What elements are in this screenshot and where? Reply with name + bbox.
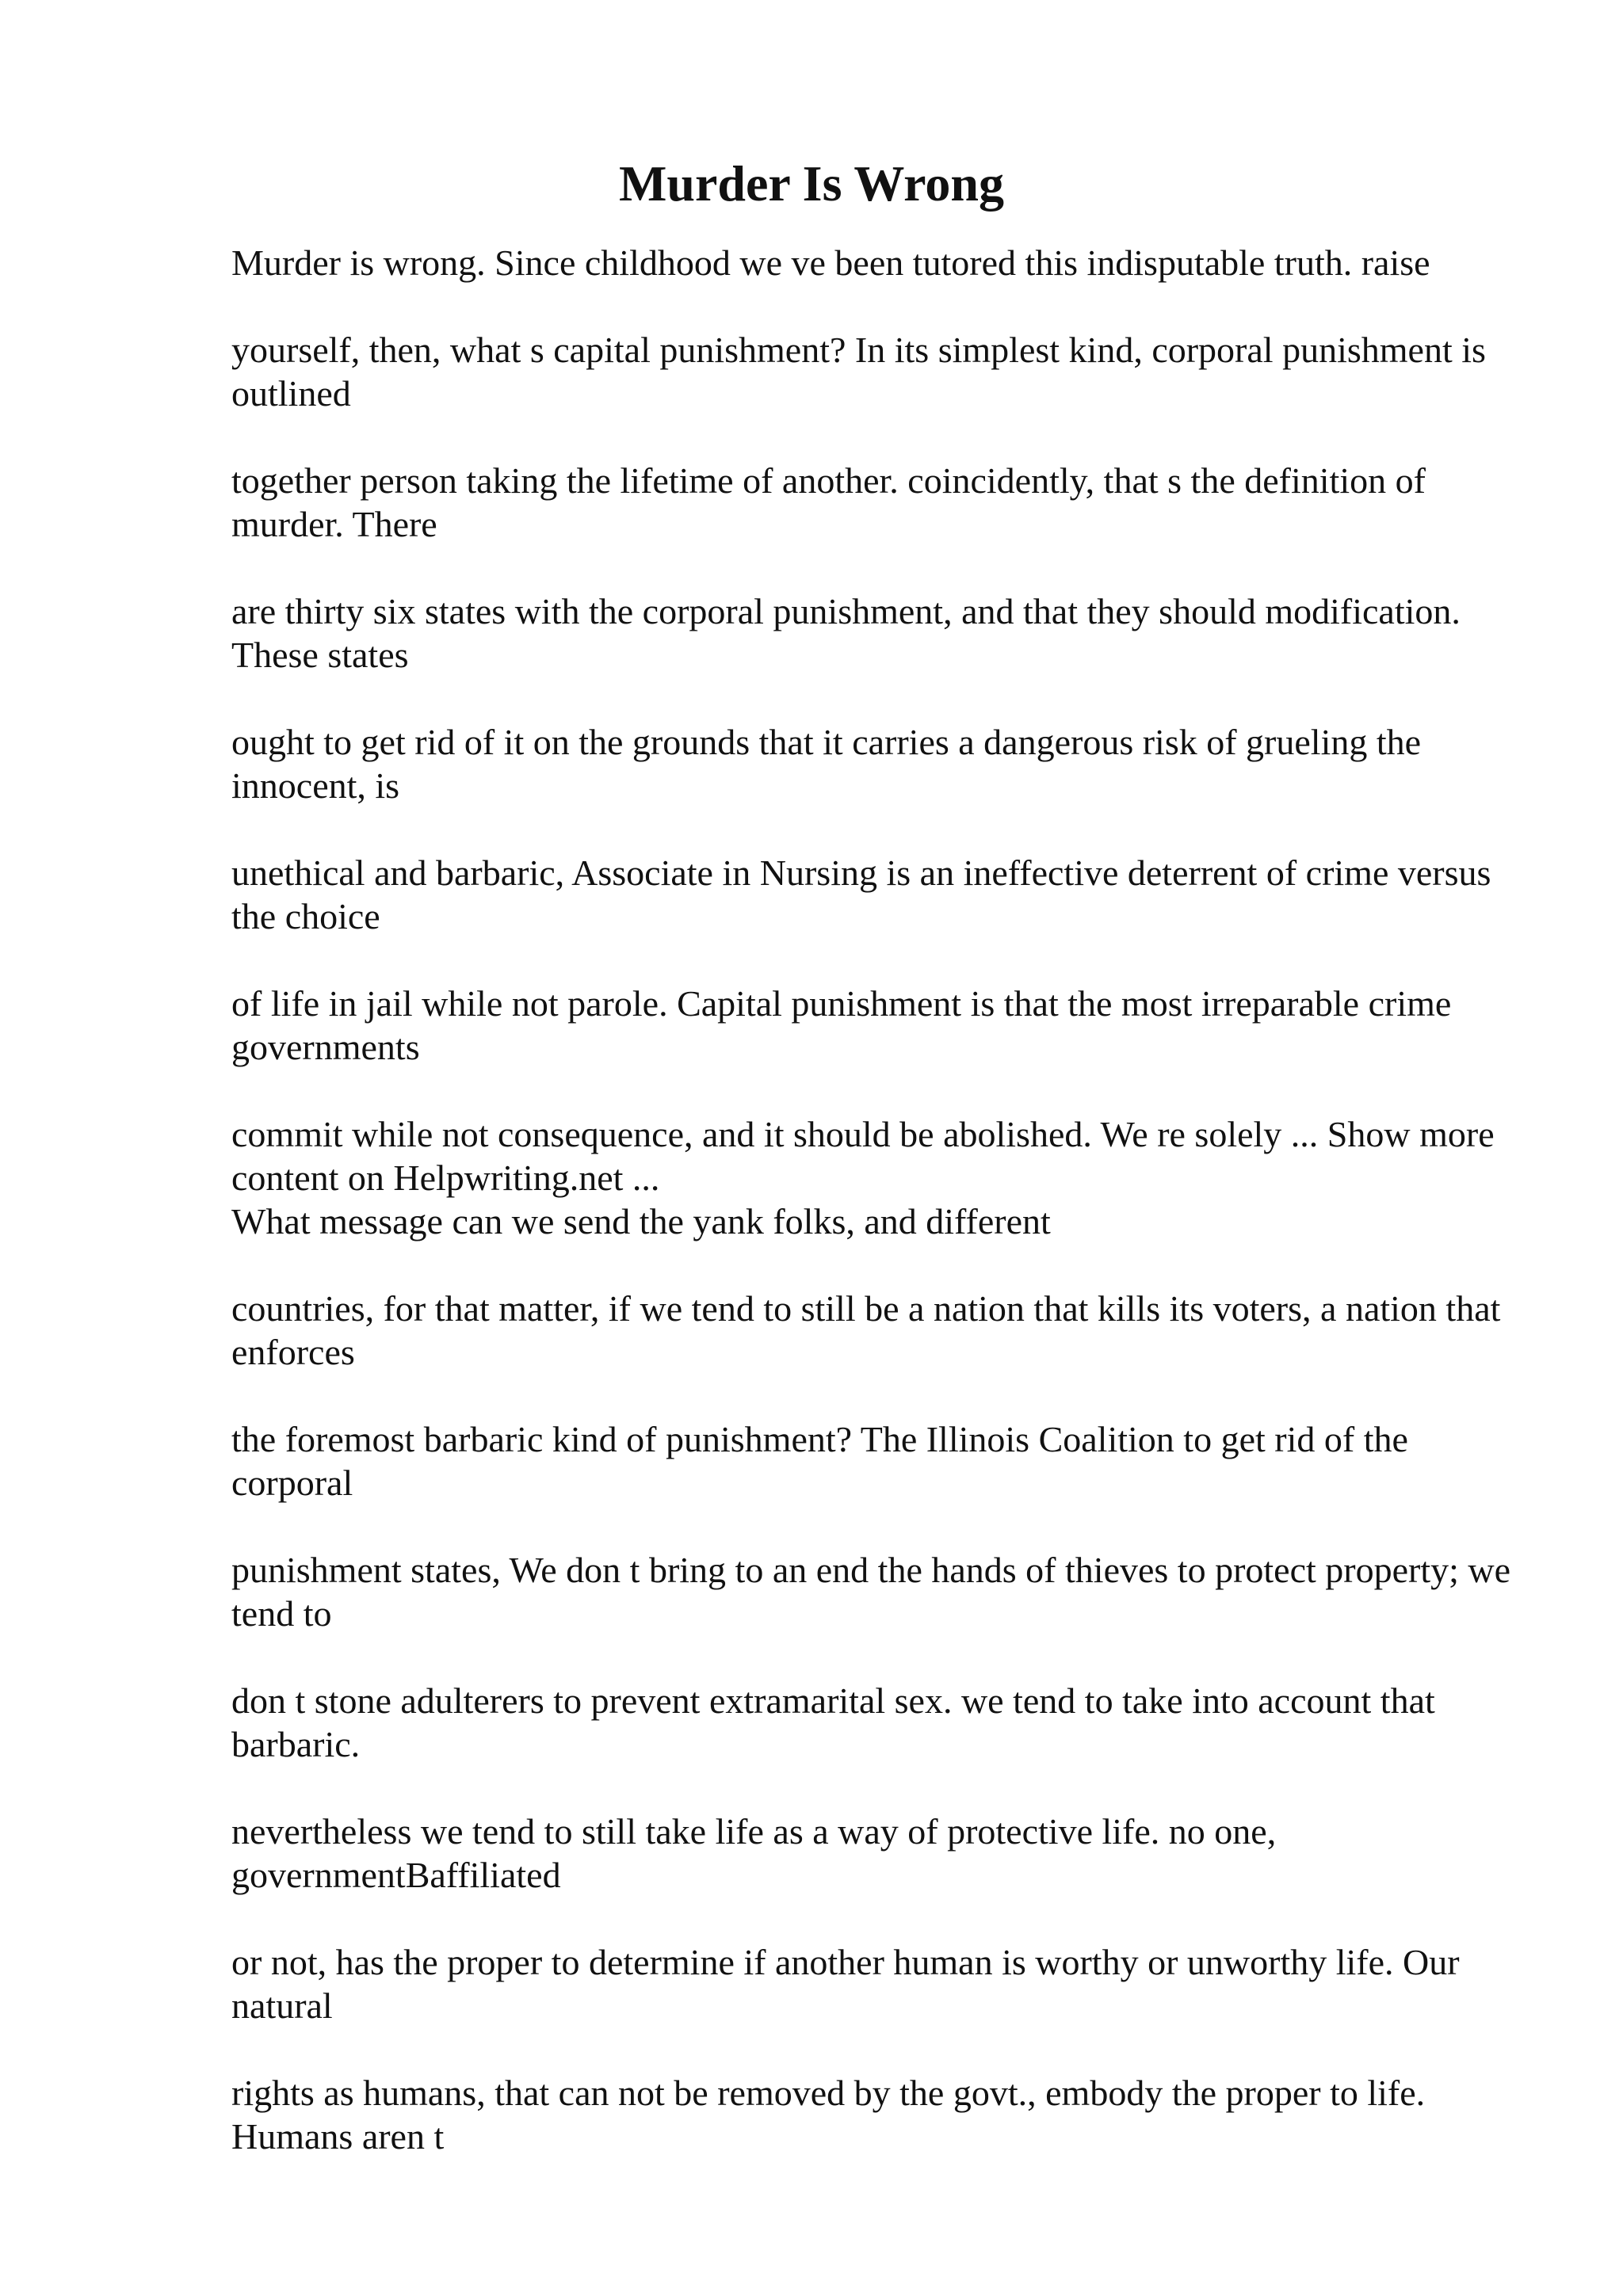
paragraph: or not, has the proper to determine if another human is worthy or unworthy life. Our natural [231,1942,1460,2026]
paragraph: of life in jail while not parole. Capital punishment is that the most irreparable crime governments [231,983,1452,1067]
paragraph-show-more: commit while not consequence, and it should be abolished. We re solely ... Show more content on Helpwriting.net ... [231,1114,1495,1198]
paragraph: yourself, then, what s capital punishment? In its simplest kind, corporal punishment is outlined [231,330,1486,414]
document-title: Murder Is Wrong [619,155,1004,212]
paragraph: countries, for that matter, if we tend to still be a nation that kills its voters, a nation that enforces [231,1288,1501,1372]
paragraph: are thirty six states with the corporal punishment, and that they should modification. These states [231,591,1461,675]
paragraph: nevertheless we tend to still take life as a way of protective life. no one, governmentBaffiliated [231,1811,1277,1895]
paragraph: the foremost barbaric kind of punishment? The Illinois Coalition to get rid of the corporal [231,1419,1408,1503]
paragraph: together person taking the lifetime of another. coincidently, that s the definition of murder. There [231,460,1426,544]
paragraph: punishment states, We don t bring to an end the hands of thieves to protect property; we tend to [231,1550,1511,1634]
paragraph: unethical and barbaric, Associate in Nursing is an ineffective deterrent of crime versus the choice [231,852,1491,936]
paragraph: don t stone adulterers to prevent extramarital sex. we tend to take into account that barbaric. [231,1680,1435,1764]
paragraph: rights as humans, that can not be removed by the govt., embody the proper to life. Humans aren t [231,2073,1426,2157]
paragraph: What message can we send the yank folks, and different [231,1201,1051,1241]
paragraph: Murder is wrong. Since childhood we ve been tutored this indisputable truth. raise [231,242,1430,283]
paragraph: ought to get rid of it on the grounds that it carries a dangerous risk of grueling the innocent, is [231,722,1422,806]
document-body [231,241,1515,2202]
